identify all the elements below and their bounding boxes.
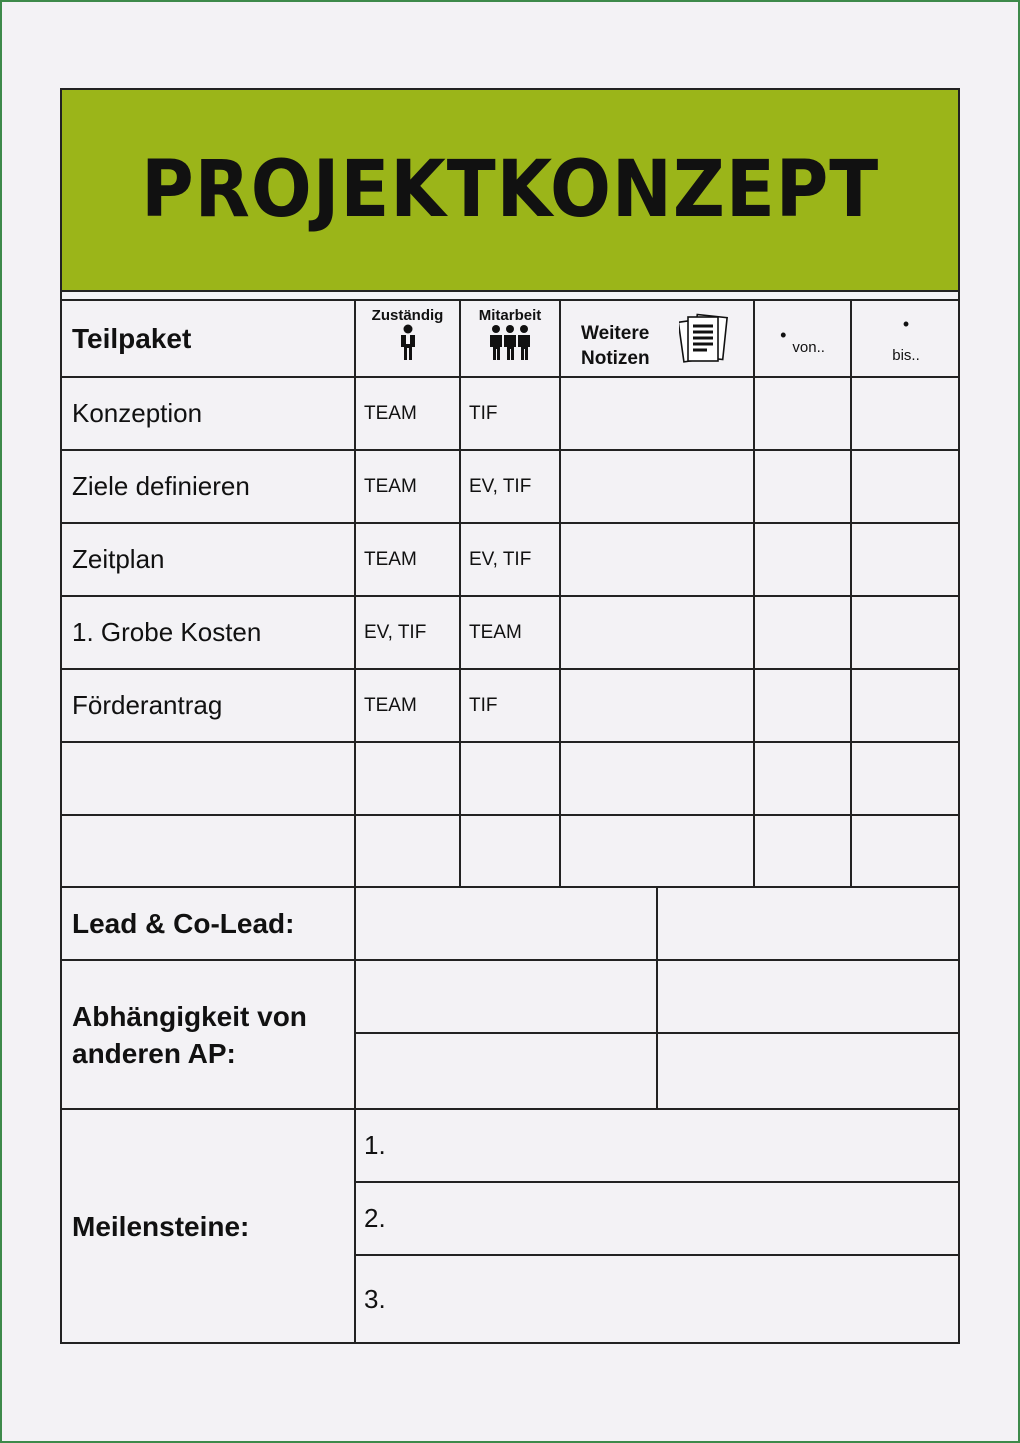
- row-teilpaket[interactable]: [62, 816, 354, 886]
- row-mitarbeit: EV, TIF: [469, 475, 532, 497]
- row-teilpaket: Förderantrag: [72, 690, 223, 720]
- row-zustaendig: TEAM: [364, 694, 417, 716]
- row-mitarbeit: EV, TIF: [469, 548, 532, 570]
- bullet-icon: •: [780, 325, 787, 345]
- dependency-label-line2: anderen AP:: [72, 1037, 236, 1069]
- row-teilpaket: Konzeption: [72, 398, 203, 428]
- person-icon: [395, 324, 421, 362]
- header-notizen: [561, 301, 753, 376]
- divider: [753, 301, 755, 887]
- header-mitarbeit-label: Mitarbeit: [478, 307, 542, 324]
- row-teilpaket: Ziele definieren: [72, 471, 250, 501]
- row-mitarbeit: TIF: [469, 694, 498, 716]
- row-mitarbeit[interactable]: [461, 743, 559, 814]
- header-mitarbeit: [461, 301, 559, 376]
- row-zustaendig: TEAM: [364, 475, 417, 497]
- dependency-label-line1: Abhängigkeit von: [72, 1000, 307, 1032]
- header-zustaendig: [356, 301, 459, 376]
- row-zustaendig[interactable]: [356, 816, 459, 886]
- header-notizen-text: [581, 307, 650, 371]
- divider: [559, 301, 561, 887]
- header-notizen-line1: Weitere: [581, 322, 650, 344]
- row-mitarbeit[interactable]: [461, 816, 559, 886]
- row-zustaendig[interactable]: [356, 743, 459, 814]
- header-notizen-line2: Notizen: [581, 347, 650, 369]
- bullet-icon: •: [902, 314, 910, 334]
- row-zustaendig: EV, TIF: [364, 621, 427, 643]
- lead-label: Lead & Co-Lead:: [72, 907, 295, 939]
- dependency-label: [62, 961, 354, 1108]
- divider: [850, 301, 852, 887]
- milestones-label: Meilensteine:: [72, 1211, 250, 1242]
- milestone-item: 2.: [364, 1203, 386, 1233]
- row-zustaendig: TEAM: [364, 402, 417, 424]
- header-teilpaket: Teilpaket: [72, 322, 192, 354]
- row-teilpaket[interactable]: [62, 743, 354, 814]
- header-von-label: von..: [792, 339, 825, 356]
- row-mitarbeit: TIF: [469, 402, 498, 424]
- header-bis-label: bis..: [892, 347, 920, 364]
- page-title: PROJEKTKONZEPT: [140, 145, 880, 235]
- row-teilpaket: Zeitplan: [72, 544, 165, 574]
- milestone-item: 1.: [364, 1130, 386, 1160]
- title-banner: [62, 90, 958, 292]
- row-teilpaket: 1. Grobe Kosten: [72, 617, 262, 647]
- header-zustaendig-label: Zuständig: [371, 307, 444, 324]
- divider: [656, 886, 658, 1108]
- header-von: [755, 301, 850, 376]
- header-bis: [852, 301, 960, 376]
- project-concept-sheet: [60, 88, 960, 1344]
- row-zustaendig: TEAM: [364, 548, 417, 570]
- milestone-item: 3.: [364, 1283, 386, 1314]
- row-mitarbeit: TEAM: [469, 621, 522, 643]
- team-icon: [488, 324, 532, 362]
- documents-icon: [679, 312, 729, 366]
